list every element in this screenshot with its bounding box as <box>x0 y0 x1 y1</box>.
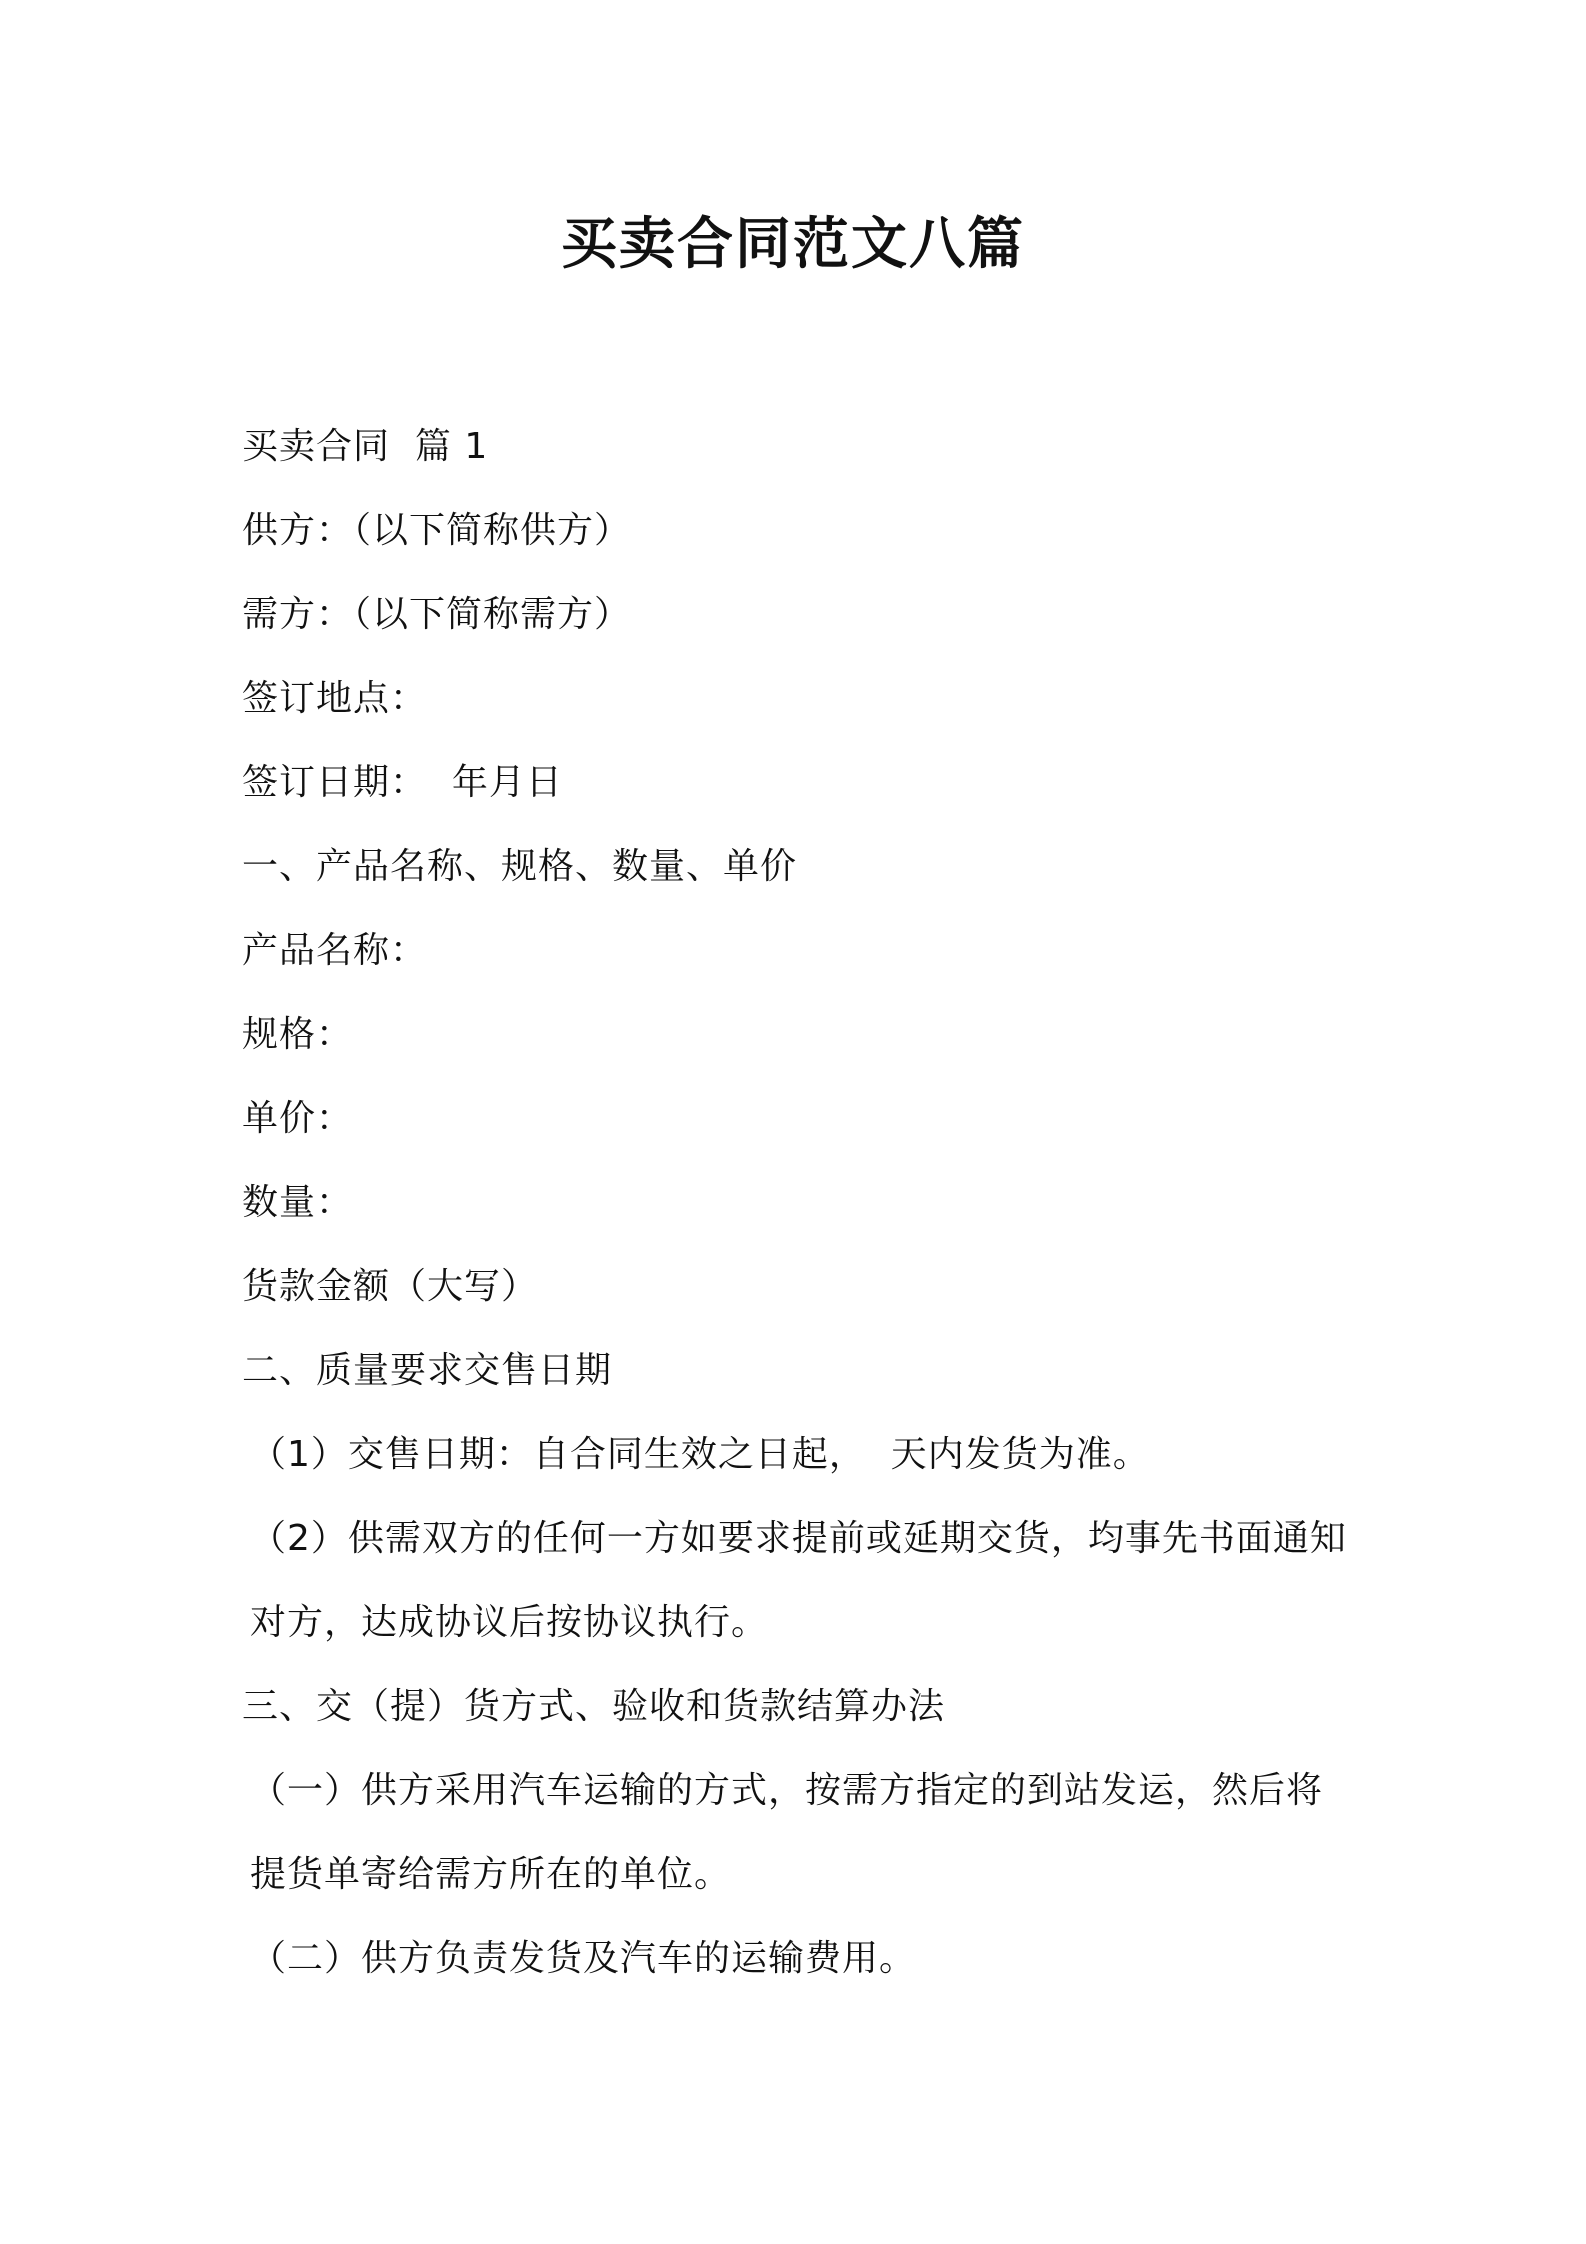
transport-clause: （一）供方采用汽车运输的方式，按需方指定的到站发运，然后将提货单寄给需方所在的单位。 <box>250 1770 1324 1895</box>
product-name-line: 产品名称： <box>242 930 428 971</box>
unit-price-line: 单价： <box>242 1098 354 1139</box>
document-title: 买卖合同范文八篇 <box>561 212 1025 277</box>
quantity-line: 数量： <box>242 1182 354 1223</box>
section-heading-product: 一、产品名称、规格、数量、单价 <box>242 846 798 887</box>
delivery-change-clause: （2）供需双方的任何一方如要求提前或延期交货，均事先书面通知对方，达成协议后按协议执行。 <box>250 1518 1347 1643</box>
signing-date-line: 签订日期： 年月日 <box>242 762 563 803</box>
document-body <box>242 405 1362 2001</box>
specification-line: 规格： <box>242 1014 354 1055</box>
buyer-line: 需方：（以下简称需方） <box>242 594 632 635</box>
supplier-line: 供方：（以下简称供方） <box>242 510 632 551</box>
section-heading-contract-1: 买卖合同 篇 1 <box>242 426 489 467</box>
section-heading-quality: 二、质量要求交售日期 <box>242 1350 613 1391</box>
delivery-date-clause: （1）交售日期：自合同生效之日起， 天内发货为准。 <box>250 1434 1150 1475</box>
payment-amount-line: 货款金额（大写） <box>242 1266 539 1307</box>
transport-cost-clause: （二）供方负责发货及汽车的运输费用。 <box>250 1938 917 1979</box>
signing-place-line: 签订地点： <box>242 678 428 719</box>
section-heading-delivery: 三、交（提）货方式、验收和货款结算办法 <box>242 1686 946 1727</box>
